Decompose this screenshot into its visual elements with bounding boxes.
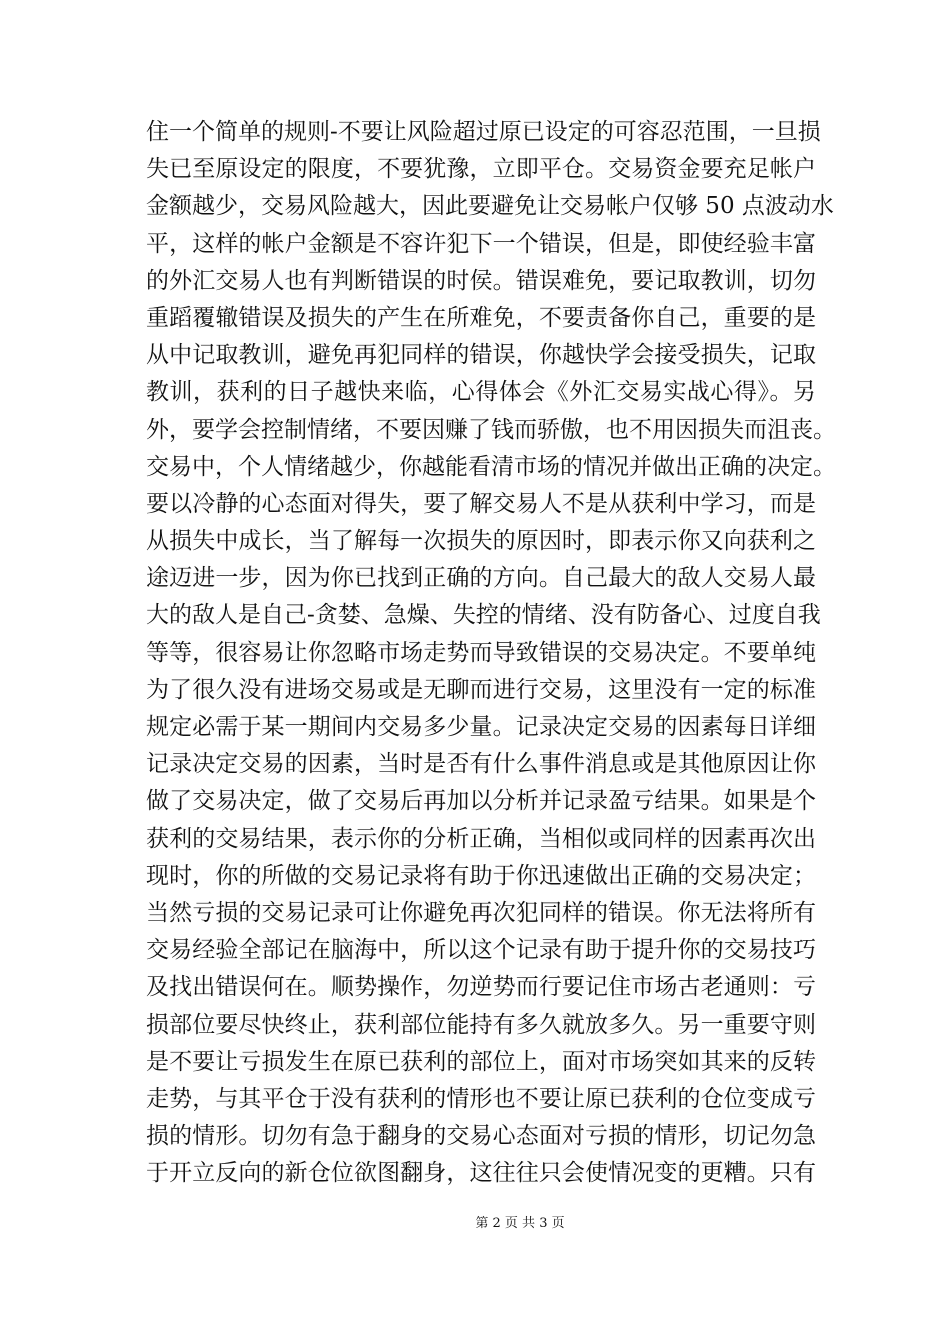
text-line: 做了交易决定，做了交易后再加以分析并记录盈亏结果。如果是个 xyxy=(146,788,816,815)
text-line: 从中记取教训，避免再犯同样的错误，你越快学会接受损失，记取 xyxy=(146,342,816,369)
text-line: 记录决定交易的因素，当时是否有什么事件消息或是其他原因让你 xyxy=(146,751,816,778)
text-line: 金额越少，交易风险越大，因此要避免让交易帐户仅够 50 点波动水 xyxy=(146,193,834,220)
text-line: 要以冷静的心态面对得失，要了解交易人不是从获利中学习，而是 xyxy=(146,490,816,517)
text-line: 于开立反向的新仓位欲图翻身，这往往只会使情况变的更糟。只有 xyxy=(146,1160,816,1187)
text-line: 外，要学会控制情绪，不要因赚了钱而骄傲，也不用因损失而沮丧。 xyxy=(146,416,836,443)
text-line: 交易中，个人情绪越少，你越能看清市场的情况并做出正确的决定。 xyxy=(146,453,836,480)
text-line: 为了很久没有进场交易或是无聊而进行交易，这里没有一定的标准 xyxy=(146,676,816,703)
text-line: 现时，你的所做的交易记录将有助于你迅速做出正确的交易决定； xyxy=(146,862,816,889)
text-line: 教训，获利的日子越快来临，心得体会《外汇交易实战心得》。另 xyxy=(146,379,816,406)
text-line: 平，这样的帐户金额是不容许犯下一个错误，但是，即使经验丰富 xyxy=(146,230,816,257)
text-line: 是不要让亏损发生在原已获利的部位上，面对市场突如其来的反转 xyxy=(146,1048,816,1075)
text-line: 重蹈覆辙错误及损失的产生在所难免，不要责备你自己，重要的是 xyxy=(146,304,816,331)
text-line: 从损失中成长，当了解每一次损失的原因时，即表示你又向获利之 xyxy=(146,528,816,555)
text-line: 住一个简单的规则-不要让风险超过原已设定的可容忍范围，一旦损 xyxy=(146,119,821,145)
text-line: 途迈进一步，因为你已找到正确的方向。自己最大的敌人交易人最 xyxy=(146,565,816,592)
text-line: 大的敌人是自己-贪婪、急燥、失控的情绪、没有防备心、过度自我 xyxy=(146,602,821,629)
text-line: 交易经验全部记在脑海中，所以这个记录有助于提升你的交易技巧 xyxy=(146,937,816,964)
text-line: 获利的交易结果，表示你的分析正确，当相似或同样的因素再次出 xyxy=(146,825,816,852)
text-line: 规定必需于某一期间内交易多少量。记录决定交易的因素每日详细 xyxy=(146,714,816,740)
text-line: 等等，很容易让你忽略市场走势而导致错误的交易决定。不要单纯 xyxy=(146,639,816,666)
text-line: 失已至原设定的限度，不要犹豫，立即平仓。交易资金要充足帐户 xyxy=(146,156,816,183)
text-line: 损部位要尽快终止，获利部位能持有多久就放多久。另一重要守则 xyxy=(146,1011,816,1038)
text-line: 走势，与其平仓于没有获利的情形也不要让原已获利的仓位变成亏 xyxy=(146,1085,816,1112)
page-footer xyxy=(0,1212,950,1231)
text-line: 的外汇交易人也有判断错误的时侯。错误难免，要记取教训，切勿 xyxy=(146,267,816,294)
page-number: 第 2 页 共 3 页 xyxy=(475,1216,565,1231)
body-text xyxy=(146,114,836,1192)
text-line: 及找出错误何在。顺势操作，勿逆势而行要记住市场古老通则：亏 xyxy=(146,974,816,1001)
text-line: 损的情形。切勿有急于翻身的交易心态面对亏损的情形，切记勿急 xyxy=(146,1123,816,1150)
text-line: 当然亏损的交易记录可让你避免再次犯同样的错误。你无法将所有 xyxy=(146,899,816,926)
